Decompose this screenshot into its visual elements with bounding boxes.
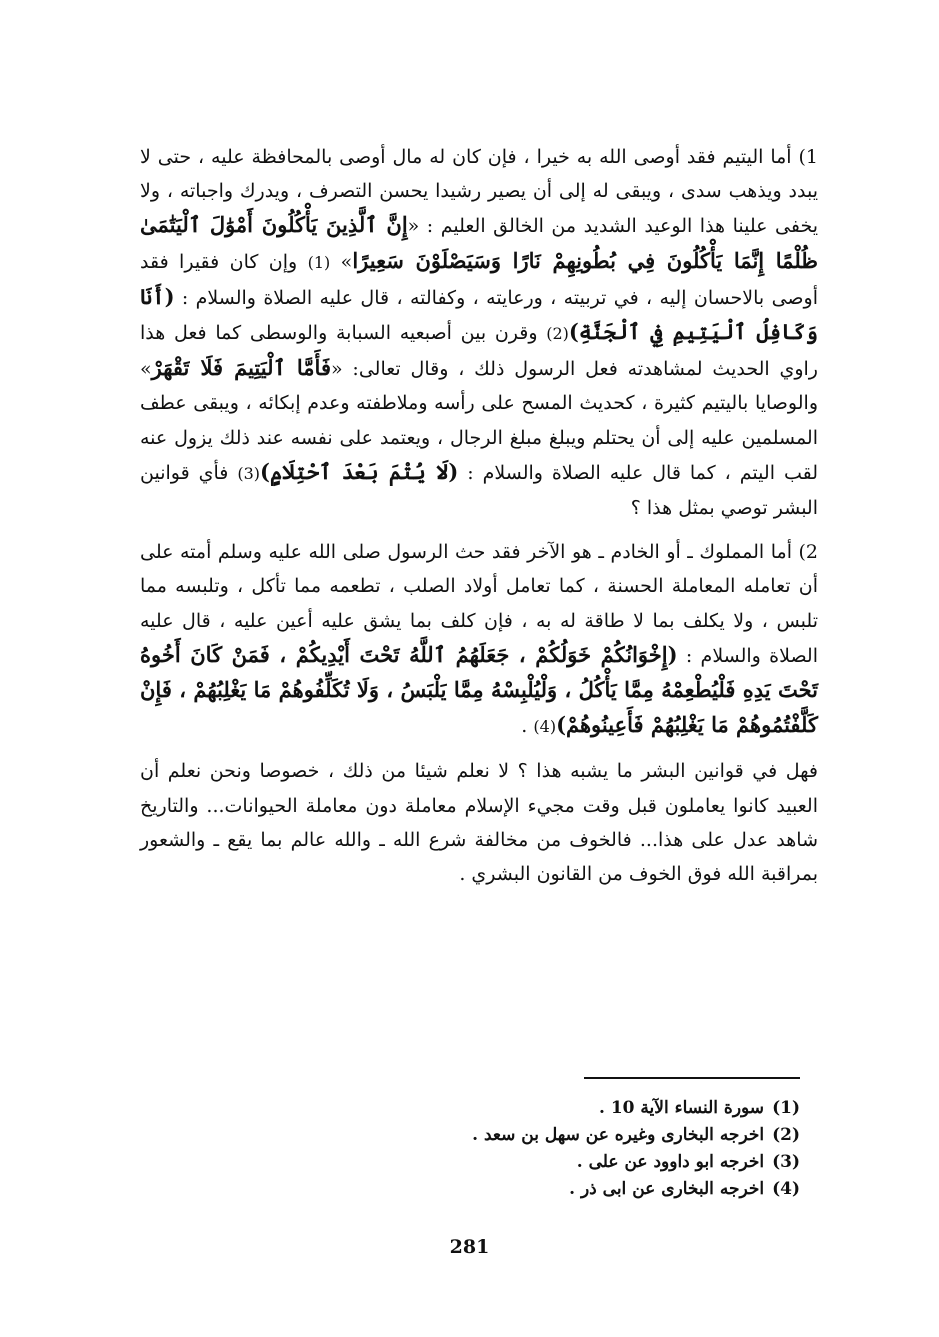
body-text: 1) أما اليتيم فقد أوصى الله به خيرا ، فإن كان له مال أوصى بالمحافظة عليه ، حتى لا يبدد ويذهب سدى ، ويبقى له إلى أن يصير رشيدا يحسن التصرف ، ويدرك واجباته ، ولا يخفى علينا هذا الوعيد الشديد من الخالق العليم : « <box>140 146 818 238</box>
footnote-ref: (2) <box>546 324 569 344</box>
footnote-text: اخرجه البخارى عن ابى ذر . <box>569 1179 765 1199</box>
footnote-ref: (1) <box>307 252 331 272</box>
footnote-number: (4) <box>772 1179 800 1199</box>
footnote-item <box>360 1095 800 1122</box>
footnote-number: (2) <box>772 1125 800 1145</box>
body-text: فأي قوانين البشر توصي بمثل هذا ؟ <box>140 461 818 520</box>
body-text: . <box>521 715 534 738</box>
paragraph <box>140 140 818 525</box>
footnote-item <box>360 1149 800 1176</box>
page-number: 281 <box>449 1236 490 1258</box>
paragraph <box>140 535 818 744</box>
footnote-ref: (4) <box>533 717 557 737</box>
quoted-text: (أَنَا وَكَافِلُ ٱلْيَتِيمِ فِي ٱلْجَنَّةِ) <box>140 283 818 345</box>
footnote-item <box>360 1176 800 1203</box>
body-text: » <box>330 250 353 273</box>
body-text: وإن كان فقيرا فقد أوصى بالاحسان إليه ، في تربيته ، ورعايته ، وكفالته ، قال عليه الصلاة والسلام : <box>140 250 818 309</box>
body-text: وقرن بين أصبعيه السبابة والوسطى كما فعل هذا راوي الحديث لمشاهدته فعل الرسول ذلك ، وقال تعالى: « <box>140 322 818 381</box>
footnote-number: (1) <box>772 1098 800 1118</box>
footnote-item <box>360 1122 800 1149</box>
footnote-number: (3) <box>772 1152 800 1172</box>
body-text: » والوصايا باليتيم كثيرة ، كحديث المسح على رأسه وملاطفته وعدم إبكائه ، ويبقى عطف المسلمين عليه إلى أن يحتلم ويبلغ مبلغ الرجال ، ويعتمد على نفسه عند ذلك يزول عنه لقب اليتم ، كما قال عليه الصلاة والسلام : <box>140 358 818 484</box>
body-text: 2) أما المملوك ـ أو الخادم ـ هو الآخر فقد حث الرسول صلى الله عليه وسلم أمته على أن تعامله المعاملة الحسنة ، كما تعامل أولاد الصلب ، تطعمه مما تأكل ، وتلبسه مما تلبس ، ولا يكلف بما لا طاقة له به ، فإن كلف بما يشق عليه أعين عليه ، قال عليه الصلاة والسلام : <box>140 541 818 667</box>
footnote-ref: (3) <box>237 463 261 483</box>
main-text <box>140 140 818 891</box>
footnote-separator <box>584 1077 800 1079</box>
quoted-text: (إِخْوَانُكُمْ خَوَلُكُمْ ، جَعَلَهُمُ ٱللَّهُ تَحْتَ أَيْدِيكُمْ ، فَمَنْ كَانَ أَخُوهُ تَحْتَ يَدِهِ فَلْيُطْعِمْهُ مِمَّا يَأْكُلُ ، وَلْيُلْبِسْهُ مِمَّا يَلْبَسُ ، وَلَا تُكَلِّفُوهُمْ مَا يَغْلِبُهُمْ ، فَإِنْ كَلَّفْتُمُوهُمْ مَا يَغْلِبُهُمْ فَأَعِينُوهُمْ) <box>140 641 818 738</box>
quoted-text: (لَا يُتْمَ بَعْدَ ٱحْتِلَامٍ) <box>260 458 459 484</box>
footnote-text: اخرجه البخارى وغيره عن سهل بن سعد . <box>472 1125 765 1145</box>
quoted-text: إِنَّ ٱلَّذِينَ يَأْكُلُونَ أَمْوَٰلَ ٱلْيَتَٰمَىٰ ظُلْمًا إِنَّمَا يَأْكُلُونَ فِي بُطُونِهِمْ نَارًا وَسَيَصْلَوْنَ سَعِيرًا <box>140 212 818 273</box>
footnotes <box>360 1095 800 1203</box>
quoted-text: فَأَمَّا ٱلْيَتِيمَ فَلَا تَقْهَرْ <box>151 355 331 381</box>
footnote-text: سورة النساء الآية 10 . <box>599 1098 765 1118</box>
footnote-text: اخرجه ابو داوود عن على . <box>576 1152 765 1172</box>
body-text: فهل في قوانين البشر ما يشبه هذا ؟ لا نعلم شيئا من ذلك ، خصوصا ونحن نعلم أن العبيد كانوا يعاملون قبل وقت مجيء الإسلام معاملة دون معاملة الحيوانات... والتاريخ شاهد عدل على هذا... فالخوف من مخالفة شرع الله ـ والله عالم بما يقع ـ والشعور بمراقبة الله فوق الخوف من القانون البشري . <box>140 760 818 886</box>
paragraph <box>140 754 818 891</box>
